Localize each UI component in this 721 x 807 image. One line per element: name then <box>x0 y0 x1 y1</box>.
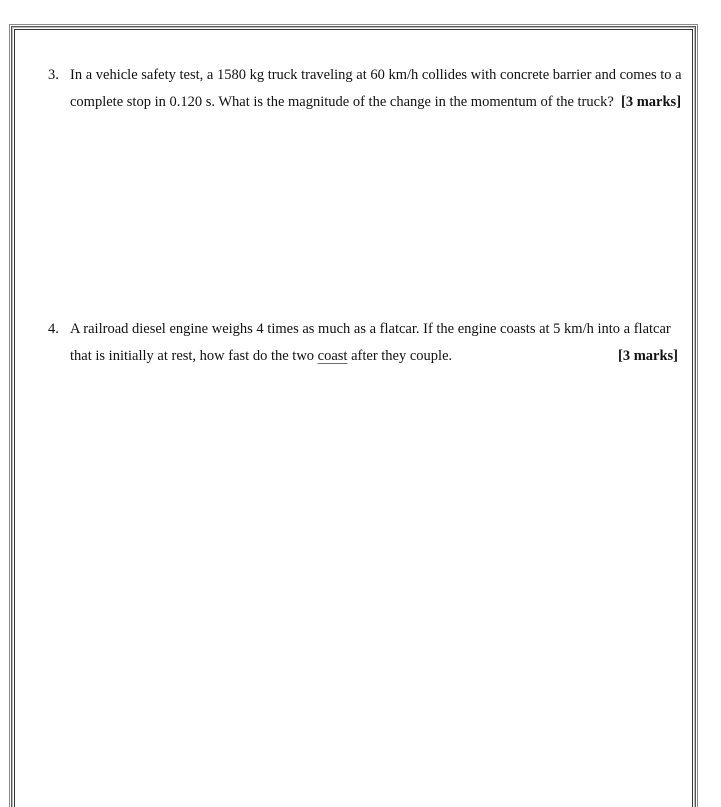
question-number: 4. <box>48 321 59 337</box>
question-text <box>70 316 688 370</box>
question-line: A railroad diesel engine weighs 4 times as much as a flatcar. If the engine coasts at 5 km/h into a flatcar <box>70 321 671 337</box>
spellcheck-flagged-word[interactable]: coast <box>317 348 348 364</box>
marks-label: [3 marks] <box>617 348 678 364</box>
question-line-text: after they couple. <box>347 348 453 364</box>
question-3 <box>48 62 688 116</box>
page-border <box>11 26 696 807</box>
question-line-text: complete stop in 0.120 s. What is the magnitude of the change in the momentum of the truck? <box>70 94 614 110</box>
page-border-inner <box>14 29 693 807</box>
question-line: In a vehicle safety test, a 1580 kg truck traveling at 60 km/h collides with concrete barrier and comes to a <box>70 67 682 83</box>
question-number: 3. <box>48 67 59 83</box>
question-4 <box>48 316 688 370</box>
question-line-text: that is initially at rest, how fast do the two <box>70 348 318 364</box>
question-line <box>70 89 688 116</box>
question-line <box>70 343 682 370</box>
question-text <box>70 62 688 116</box>
marks-label: [3 marks] <box>621 94 682 110</box>
